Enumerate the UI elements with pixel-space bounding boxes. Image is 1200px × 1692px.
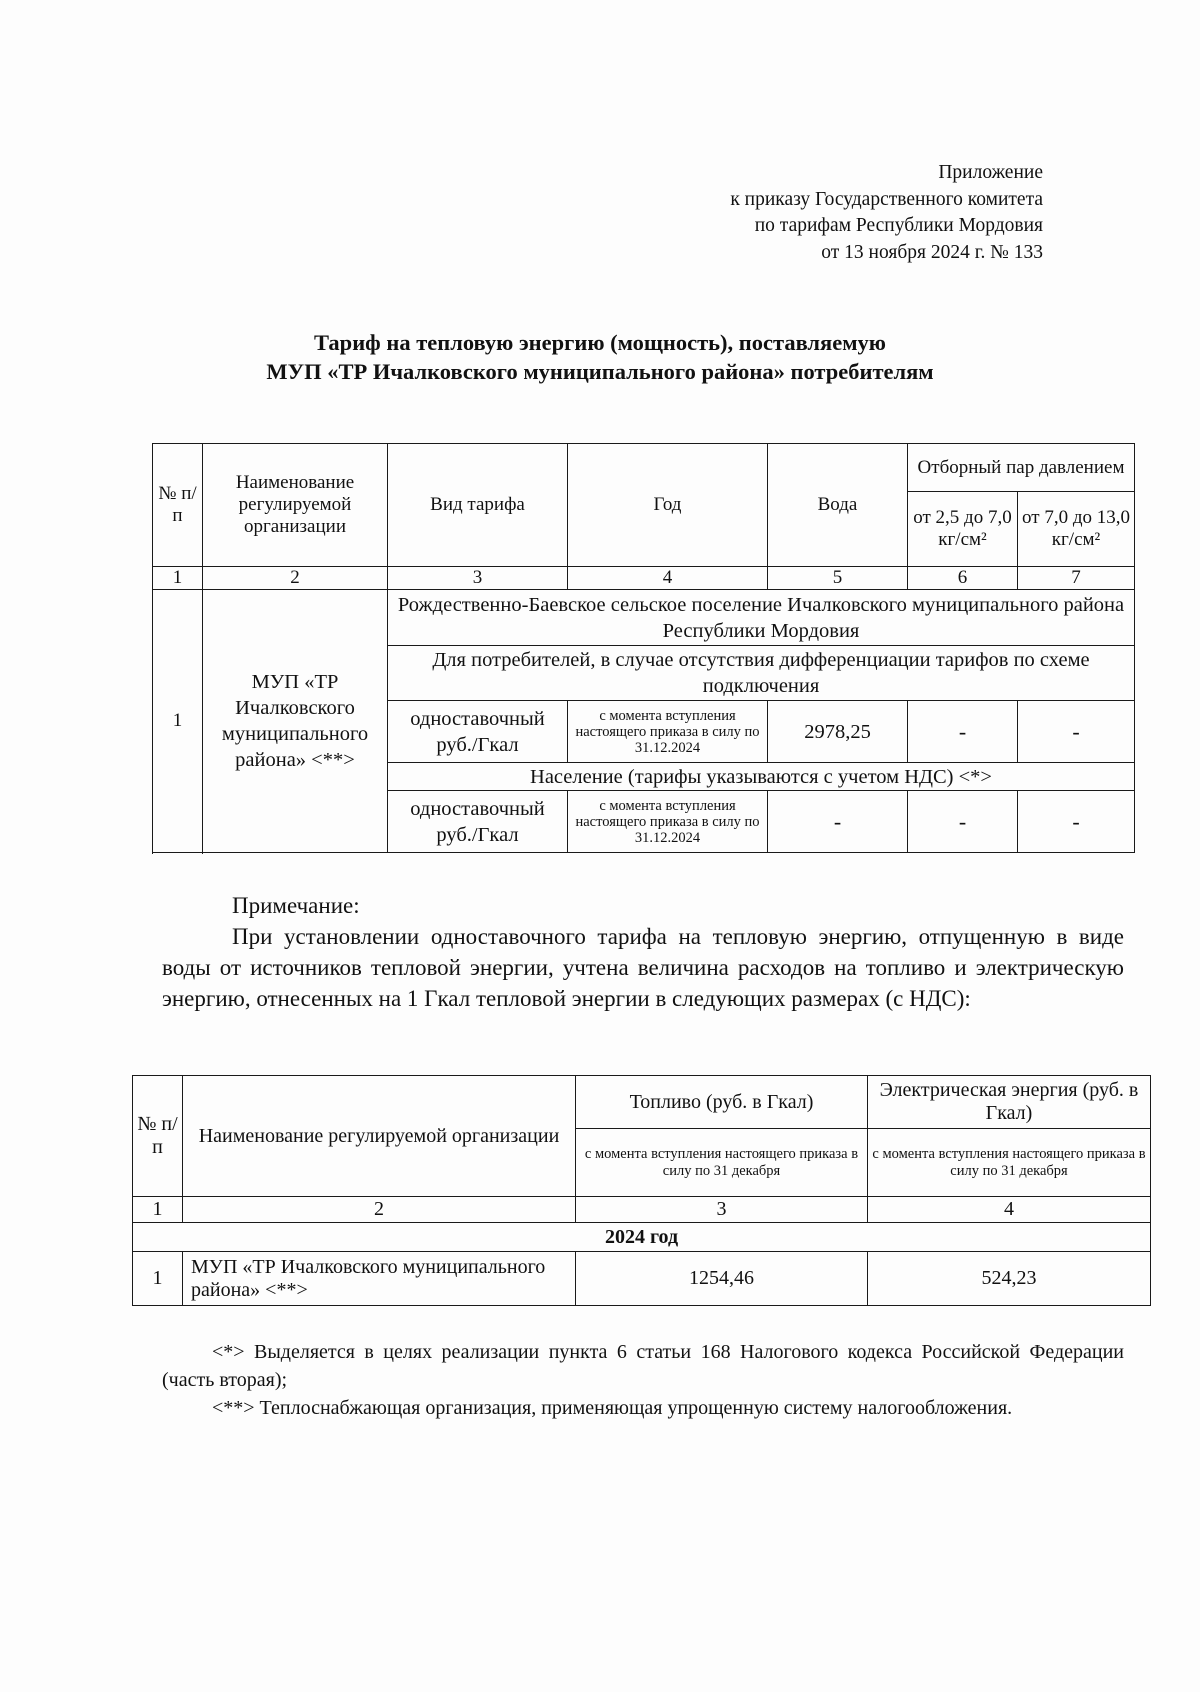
title-line-2: МУП «ТР Ичалковского муниципального района» потребителям xyxy=(266,359,934,384)
group1-steam-low: - xyxy=(908,701,1018,763)
colnum-5: 5 xyxy=(768,567,908,590)
title-line-1: Тариф на тепловую энергию (мощность), поставляемую xyxy=(313,330,886,355)
appendix-line-4: от 13 ноября 2024 г. № 133 xyxy=(821,241,1043,263)
header-tariff-type: Вид тарифа xyxy=(388,444,568,567)
t2-row-num: 1 xyxy=(133,1252,183,1306)
colnum-3: 3 xyxy=(388,567,568,590)
group2-steam-low: - xyxy=(908,791,1018,853)
t2-colnum-3: 3 xyxy=(576,1197,868,1223)
group2-row: Население (тарифы указываются с учетом НДС) <*> xyxy=(388,763,1135,791)
t2-header-org: Наименование регулируемой организации xyxy=(183,1076,576,1197)
colnum-1: 1 xyxy=(153,567,203,590)
group1-water: 2978,25 xyxy=(768,701,908,763)
t2-header-fuel: Топливо (руб. в Гкал) xyxy=(576,1076,868,1129)
header-water: Вода xyxy=(768,444,908,567)
document-title xyxy=(150,328,1050,386)
note-label: Примечание: xyxy=(232,893,360,918)
footnote-2: <**> Теплоснабжающая организация, применяющая упрощенную систему налогообложения. xyxy=(212,1397,1013,1419)
header-steam-low: от 2,5 до 7,0 кг/см² xyxy=(908,492,1018,567)
t2-header-electric: Электрическая энергия (руб. в Гкал) xyxy=(868,1076,1151,1129)
colnum-2: 2 xyxy=(203,567,388,590)
note-text: При установлении одноставочного тарифа на тепловую энергию, отпущенную в виде воды от источников тепловой энергии, учтена величина расходов на топливо и электрическую энергию, отнесенных на 1 Гкал тепловой энергии в следующих размерах (с НДС): xyxy=(162,924,1124,1011)
colnum-6: 6 xyxy=(908,567,1018,590)
appendix-header xyxy=(730,160,1043,266)
settlement-row: Рождественно-Баевское сельское поселение Ичалковского муниципального района Республики Мордовия xyxy=(388,590,1135,646)
column-number-row xyxy=(153,567,1135,590)
t2-row-electric: 524,23 xyxy=(868,1252,1151,1306)
group1-row: Для потребителей, в случае отсутствия дифференциации тарифов по схеме подключения xyxy=(388,646,1135,701)
t2-column-number-row xyxy=(133,1197,1151,1223)
row-org: МУП «ТР Ичалковского муниципального района» <**> xyxy=(203,590,388,853)
colnum-4: 4 xyxy=(568,567,768,590)
header-steam-high: от 7,0 до 13,0 кг/см² xyxy=(1018,492,1135,567)
t2-colnum-1: 1 xyxy=(133,1197,183,1223)
group1-steam-high: - xyxy=(1018,701,1135,763)
group2-steam-high: - xyxy=(1018,791,1135,853)
header-num: № п/п xyxy=(153,444,203,567)
row-num: 1 xyxy=(153,590,203,853)
group2-water: - xyxy=(768,791,908,853)
t2-row-org: МУП «ТР Ичалковского муниципального района» <**> xyxy=(183,1252,576,1306)
t2-year-row: 2024 год xyxy=(133,1223,1151,1252)
note-section xyxy=(162,890,1124,1014)
group2-period: с момента вступления настоящего приказа в силу по 31.12.2024 xyxy=(568,791,768,853)
t2-header-num: № п/п xyxy=(133,1076,183,1197)
header-year: Год xyxy=(568,444,768,567)
costs-table xyxy=(132,1075,1151,1306)
footnotes xyxy=(162,1338,1124,1422)
footnote-1: <*> Выделяется в целях реализации пункта 6 статьи 168 Налогового кодекса Российской Федерации (часть вторая); xyxy=(162,1341,1124,1391)
t2-colnum-4: 4 xyxy=(868,1197,1151,1223)
appendix-line-2: к приказу Государственного комитета xyxy=(730,188,1043,210)
group2-tariff-type: одноставочный руб./Гкал xyxy=(388,791,568,853)
t2-colnum-2: 2 xyxy=(183,1197,576,1223)
group1-tariff-type: одноставочный руб./Гкал xyxy=(388,701,568,763)
t2-row-fuel: 1254,46 xyxy=(576,1252,868,1306)
tariff-table xyxy=(152,443,1135,853)
appendix-line-3: по тарифам Республики Мордовия xyxy=(754,215,1043,236)
appendix-line-1: Приложение xyxy=(938,162,1043,183)
t2-header-period-electric: с момента вступления настоящего приказа в силу по 31 декабря xyxy=(868,1129,1151,1197)
header-steam: Отборный пар давлением xyxy=(908,444,1135,492)
t2-header-period-fuel: с момента вступления настоящего приказа в силу по 31 декабря xyxy=(576,1129,868,1197)
group1-period: с момента вступления настоящего приказа в силу по 31.12.2024 xyxy=(568,701,768,763)
header-org: Наименование регулируемой организации xyxy=(203,444,388,567)
colnum-7: 7 xyxy=(1018,567,1135,590)
